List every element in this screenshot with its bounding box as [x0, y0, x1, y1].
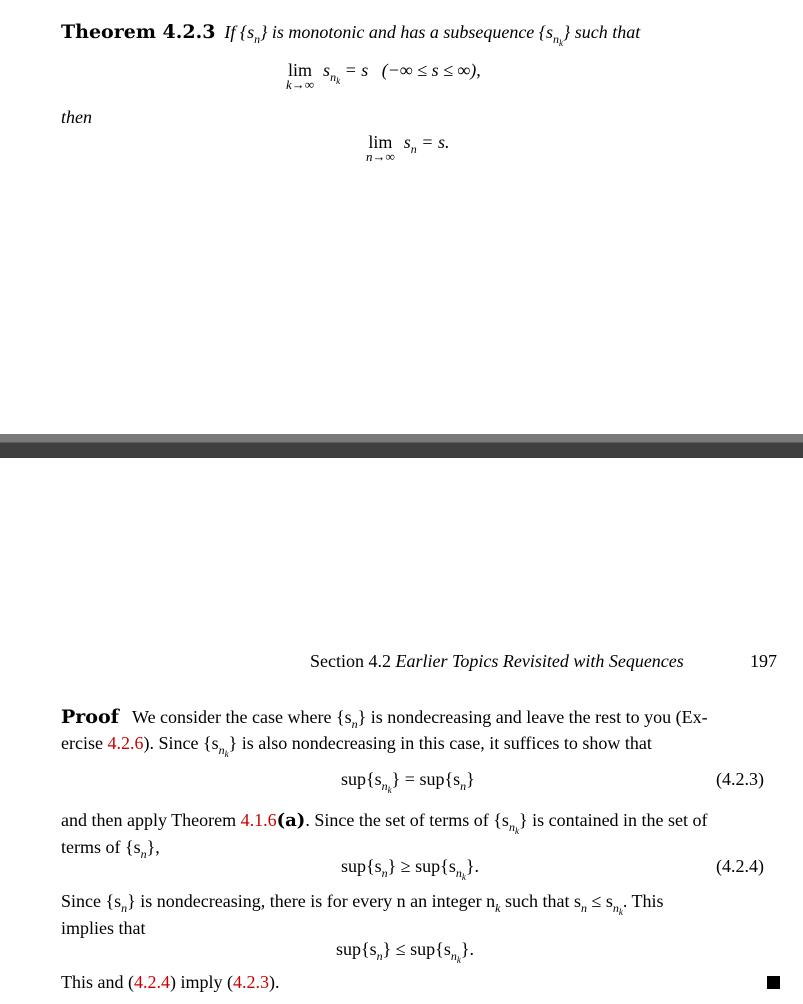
limit-operator: lim n→∞ — [366, 132, 395, 164]
theorem-label: Theorem 4.2.3 — [61, 21, 216, 43]
equation-link[interactable]: 4.2.3 — [232, 972, 269, 992]
running-header — [310, 651, 684, 672]
proof-paragraph-3: Since $\{s_n\}$ is nondecreasing, there is for every n an integer $n_k$ such that $s_n \le s_{n_k}$. This implies that — [61, 891, 664, 938]
theorem-equation-1: lim k→∞ $s_{n_k} = s$ (−∞ ≤ s ≤ ∞), — [286, 60, 481, 92]
proof-paragraph-1: Proof We consider the case where $\{s_n\}$ is nondecreasing and leave the rest to you (Ex- ercise 4.2.6). Since $\{s_{n_k}\}$ is also nondecreasing in this case, it suffices to show that — [61, 706, 708, 759]
equation-number: (4.2.4) — [716, 856, 764, 876]
equation-number: (4.2.3) — [716, 769, 764, 789]
qed-square-icon — [767, 976, 780, 989]
proof-paragraph-2: and then apply Theorem 4.1.6(a). Since the set of terms of $\{s_{n_k}\}$ is contained in the set of terms of $\{s_n\}$, — [61, 810, 708, 861]
theorem-then: then — [61, 107, 92, 127]
equation-4-2-4: $sup\{s_n\} \ge sup\{s_{n_k}\}$. — [341, 856, 479, 882]
theorem-equation-2: lim n→∞ $s_n = s$. — [366, 132, 450, 164]
theorem-link[interactable]: 4.1.6 — [240, 810, 277, 830]
proof-paragraph-4: This and (4.2.4) imply (4.2.3). — [61, 972, 280, 992]
header-title: Earlier Topics Revisited with Sequences — [395, 651, 684, 671]
equation-link[interactable]: 4.2.4 — [133, 972, 170, 992]
page-number: 197 — [750, 651, 777, 671]
theorem-statement — [61, 20, 781, 47]
equation-4-2-3: $sup\{s_{n_k}\} = sup\{s_n\}$ — [341, 769, 475, 795]
theorem-text: If $\{s_n\}$ is monotonic and has a subsequence $\{s_{n_k}\}$ such that — [224, 22, 641, 48]
exercise-link[interactable]: 4.2.6 — [107, 733, 144, 753]
proof-label: Proof — [61, 706, 119, 728]
equation-5: $sup\{s_n\} \le sup\{s_{n_k}\}$. — [336, 939, 474, 965]
header-section: Section 4.2 — [310, 651, 391, 671]
page-divider — [0, 434, 803, 458]
limit-operator: lim k→∞ — [286, 60, 315, 92]
